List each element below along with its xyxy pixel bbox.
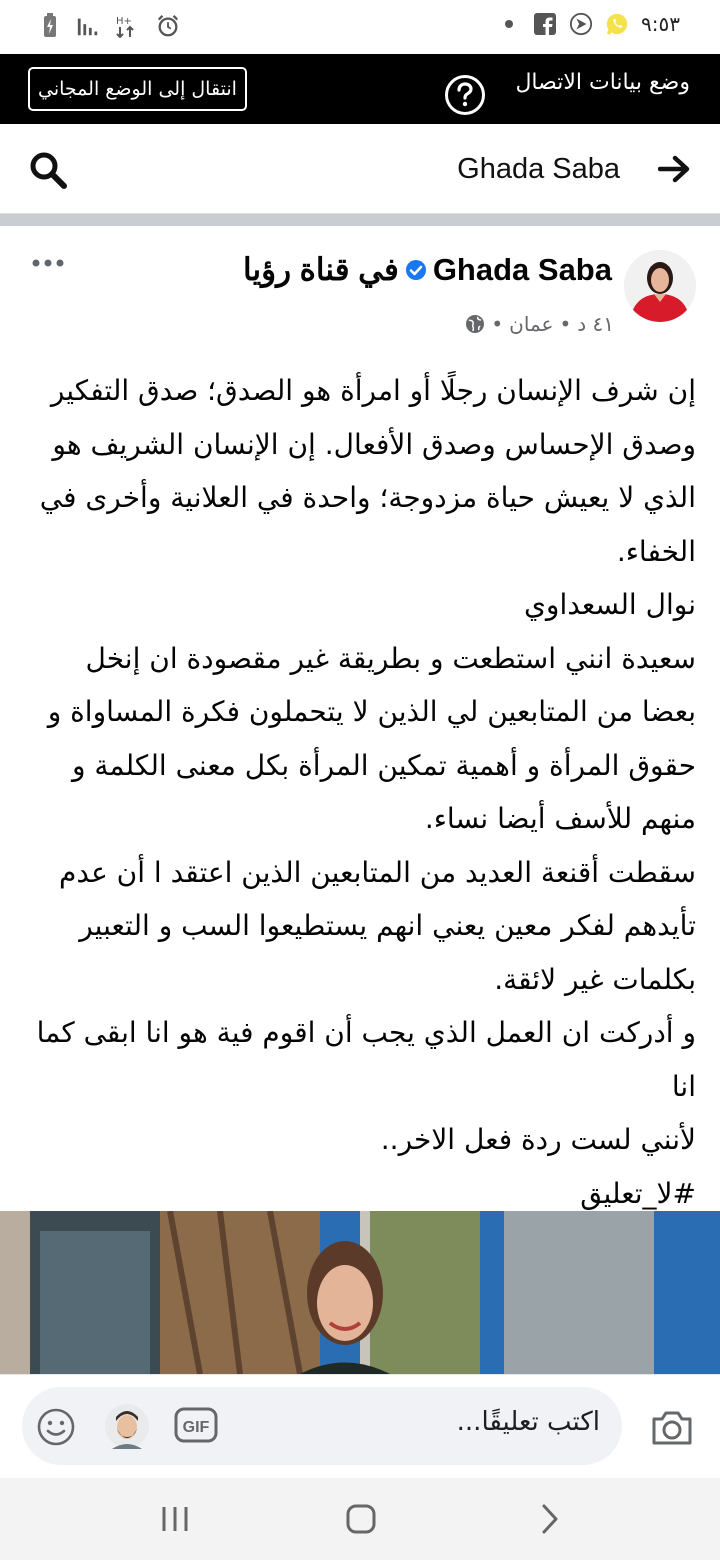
notification-dot-icon <box>497 12 521 36</box>
post-author-name[interactable]: Ghada Saba <box>432 252 612 287</box>
meta-separator: • <box>559 312 572 336</box>
avatar-sticker-icon[interactable] <box>104 1403 150 1449</box>
data-mode-banner <box>0 54 720 124</box>
whatsapp-icon <box>605 12 629 36</box>
battery-charging-icon <box>38 14 62 38</box>
data-mode-title: وضع بيانات الاتصال <box>515 70 690 95</box>
post-meta <box>465 312 614 336</box>
gif-icon[interactable] <box>174 1405 218 1445</box>
signal-icon <box>76 14 100 38</box>
post-time[interactable]: ٤١ د <box>577 312 614 336</box>
svg-text:GIF: GIF <box>182 1419 210 1436</box>
post-photo[interactable] <box>0 1211 720 1374</box>
home-icon[interactable] <box>344 1502 378 1536</box>
network-label: H+ <box>116 16 132 27</box>
page-header <box>0 124 720 214</box>
system-nav-bar <box>0 1478 720 1560</box>
facebook-icon <box>533 12 557 36</box>
camera-icon[interactable] <box>650 1407 694 1447</box>
switch-to-free-mode-button[interactable]: انتقال إلى الوضع المجاني <box>28 67 247 111</box>
emoji-icon[interactable] <box>36 1407 76 1447</box>
comment-placeholder: اكتب تعليقًا... <box>456 1407 600 1437</box>
help-icon[interactable] <box>444 74 486 116</box>
post-location[interactable]: عمان <box>509 312 554 336</box>
status-bar <box>0 0 720 54</box>
post-page-context[interactable]: في قناة رؤيا <box>243 252 399 287</box>
more-options-icon[interactable] <box>32 258 64 268</box>
recent-apps-icon[interactable] <box>158 1502 192 1536</box>
post-author-line <box>243 252 612 288</box>
clock-time: ٩:٥٣ <box>641 12 680 36</box>
hashtag-link[interactable]: #لا_تعليق <box>580 1176 696 1210</box>
post-paragraph: سعيدة انني استطعت و بطريقة غير مقصودة ان إنخل بعضا من المتابعين لي الذين لا يتحملون فكرة المساواة و حقوق المرأة و أهمية تمكين المرأة بكل معنى الكلمة و منهم للأسف أيضا نساء. <box>47 641 696 835</box>
comment-bar <box>0 1374 720 1478</box>
meta-separator: • <box>491 312 504 336</box>
post-paragraph: إن شرف الإنسان رجلًا أو امرأة هو الصدق؛ صدق التفكير وصدق الإحساس وصدق الأفعال. إن الإنسان الشريف هو الذي لا يعيش حياة مزدوجة؛ واحدة في العلانية وأخرى في الخفاء. <box>39 374 696 568</box>
author-avatar[interactable] <box>624 250 696 322</box>
search-icon[interactable] <box>28 150 68 190</box>
back-arrow-icon[interactable] <box>658 155 690 183</box>
post-body <box>24 364 696 1220</box>
verified-badge-icon <box>405 259 427 281</box>
post-paragraph: سقطت أقنعة العديد من المتابعين الذين اعتقد ا أن عدم تأيدهم لفكر معين يعني انهم يستطيعوا السب و التعبير بكلمات غير لائقة. <box>59 855 696 996</box>
post-paragraph: لأنني لست ردة فعل الاخر.. <box>380 1123 696 1156</box>
back-icon[interactable] <box>532 1502 566 1536</box>
comment-input[interactable] <box>22 1387 622 1465</box>
alarm-icon <box>156 14 180 38</box>
post-paragraph: و أدركت ان العمل الذي يجب أن اقوم فية هو انا ابقى كما انا <box>36 1016 696 1103</box>
globe-icon <box>465 314 485 334</box>
post-paragraph: نوال السعداوي <box>524 588 696 621</box>
compass-icon <box>569 12 593 36</box>
network-hplus-icon <box>114 14 142 38</box>
section-divider <box>0 214 720 226</box>
page-title: Ghada Saba <box>457 153 620 185</box>
post-card <box>0 226 720 1374</box>
